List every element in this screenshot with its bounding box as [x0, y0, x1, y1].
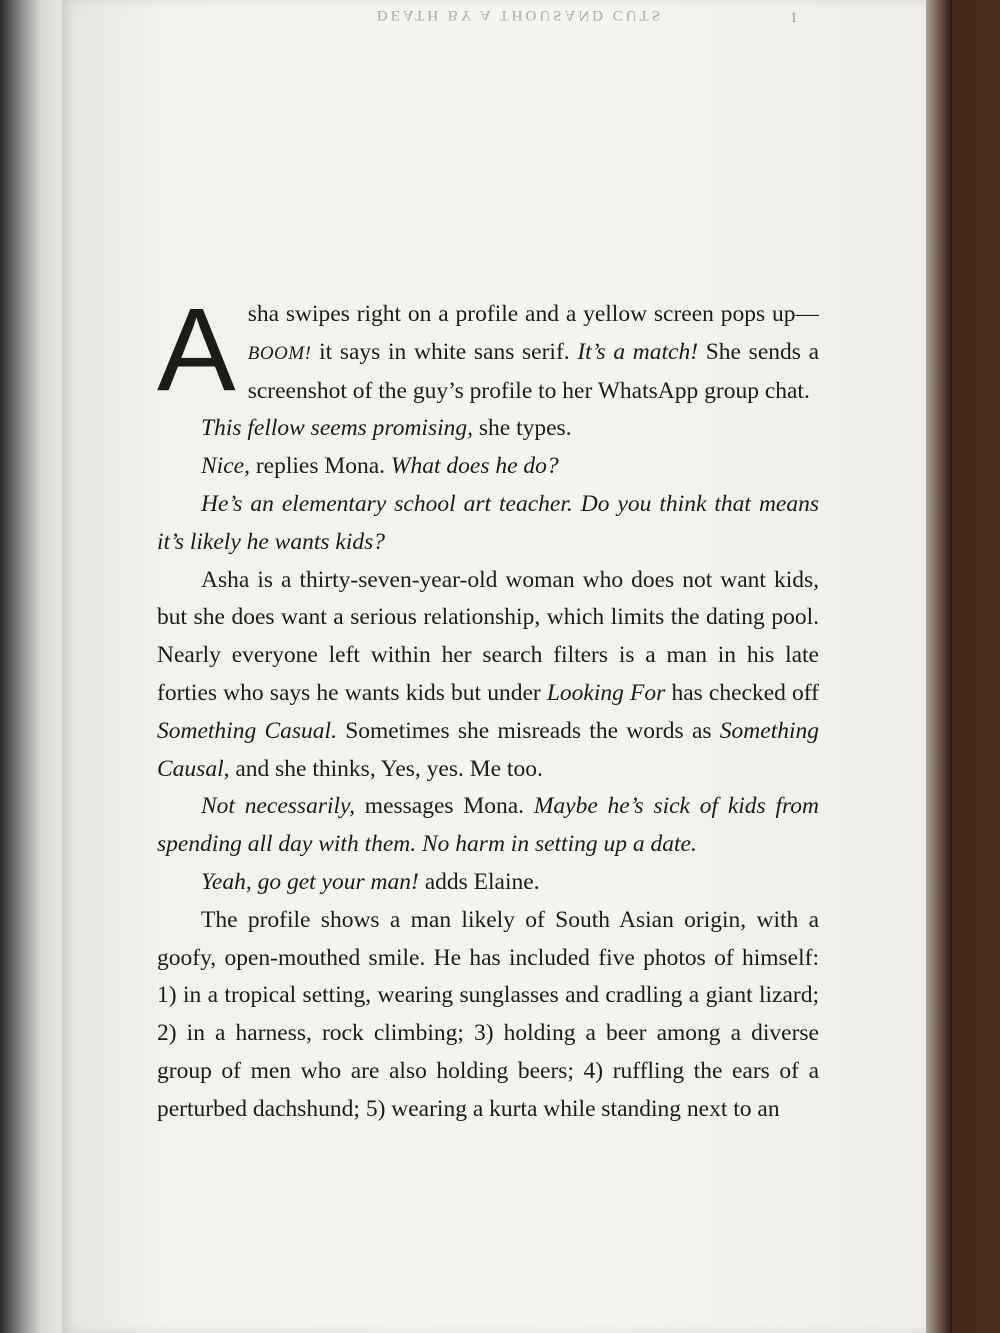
page-number-show-through: 1	[790, 10, 798, 26]
text-run: messages Mona.	[355, 793, 534, 820]
italic-text-run: What does he do?	[390, 453, 559, 480]
body-text	[157, 284, 820, 1129]
facing-page-edge	[0, 0, 70, 1333]
italic-text-run: Something Casual.	[157, 717, 337, 744]
italic-text-run: Yeah, go get your man!	[201, 868, 419, 895]
paragraph	[157, 902, 819, 1129]
page-edge-shadow	[922, 0, 952, 1333]
paragraph	[157, 864, 819, 902]
text-run: and she thinks, Yes, yes. Me too.	[229, 755, 543, 782]
text-run: adds Elaine.	[418, 868, 540, 895]
text-run: she types.	[473, 415, 572, 442]
running-head-show-through: DEATH BY A THOUSAND CUTS	[376, 7, 664, 23]
text-run: sha swipes right on a profile and a yellow screen pops up—	[247, 301, 819, 327]
italic-text-run: Looking For	[546, 679, 666, 706]
italic-text-run: Maybe he’s sick of kids from spending all day with them. No harm in setting up a date.	[157, 793, 819, 858]
paragraph	[157, 284, 820, 416]
text-run: has checked off	[665, 679, 820, 706]
text-run: She sends a screenshot of the guy’s profile to her WhatsApp group chat.	[247, 338, 820, 404]
text-run: replies Mona.	[249, 453, 391, 480]
paragraph	[157, 448, 819, 486]
italic-text-run: Something Causal,	[157, 717, 820, 782]
italic-text-run: Not necessarily,	[201, 793, 356, 820]
paragraph	[157, 562, 819, 789]
text-run: Sometimes she misreads the words as	[336, 717, 720, 744]
italic-text-run: BOOM!	[247, 342, 312, 364]
italic-text-run: This fellow seems promising,	[201, 415, 474, 442]
text-run: it says in white sans serif.	[311, 338, 578, 365]
paragraph	[157, 788, 819, 864]
italic-text-run: He’s an elementary school art teacher. Do you think that means it’s likely he wants kids?	[157, 490, 819, 555]
paragraph	[157, 486, 819, 562]
italic-text-run: It’s a match!	[577, 338, 699, 365]
drop-cap: A	[157, 284, 236, 416]
text-run: Asha is a thirty-seven-year-old woman who does not want kids, but she does want a serious relationship, which limits the dating pool. Nearly everyone left within her search filters is a man in his late forties who says he wants kids but under	[157, 566, 819, 706]
paragraph	[157, 410, 819, 448]
italic-text-run: Nice,	[201, 453, 250, 480]
text-run: The profile shows a man likely of South Asian origin, with a goofy, open-mouthed smile. He has included five photos of himself: 1) in a tropical setting, wearing sunglasses and cradling a giant lizard; 2) in a harness, rock climbing; 3) holding a beer among a diverse group of men who are also holding beers; 4) ruffling the ears of a perturbed dachshund; 5) wearing a kurta while standing next to an	[157, 906, 819, 1122]
